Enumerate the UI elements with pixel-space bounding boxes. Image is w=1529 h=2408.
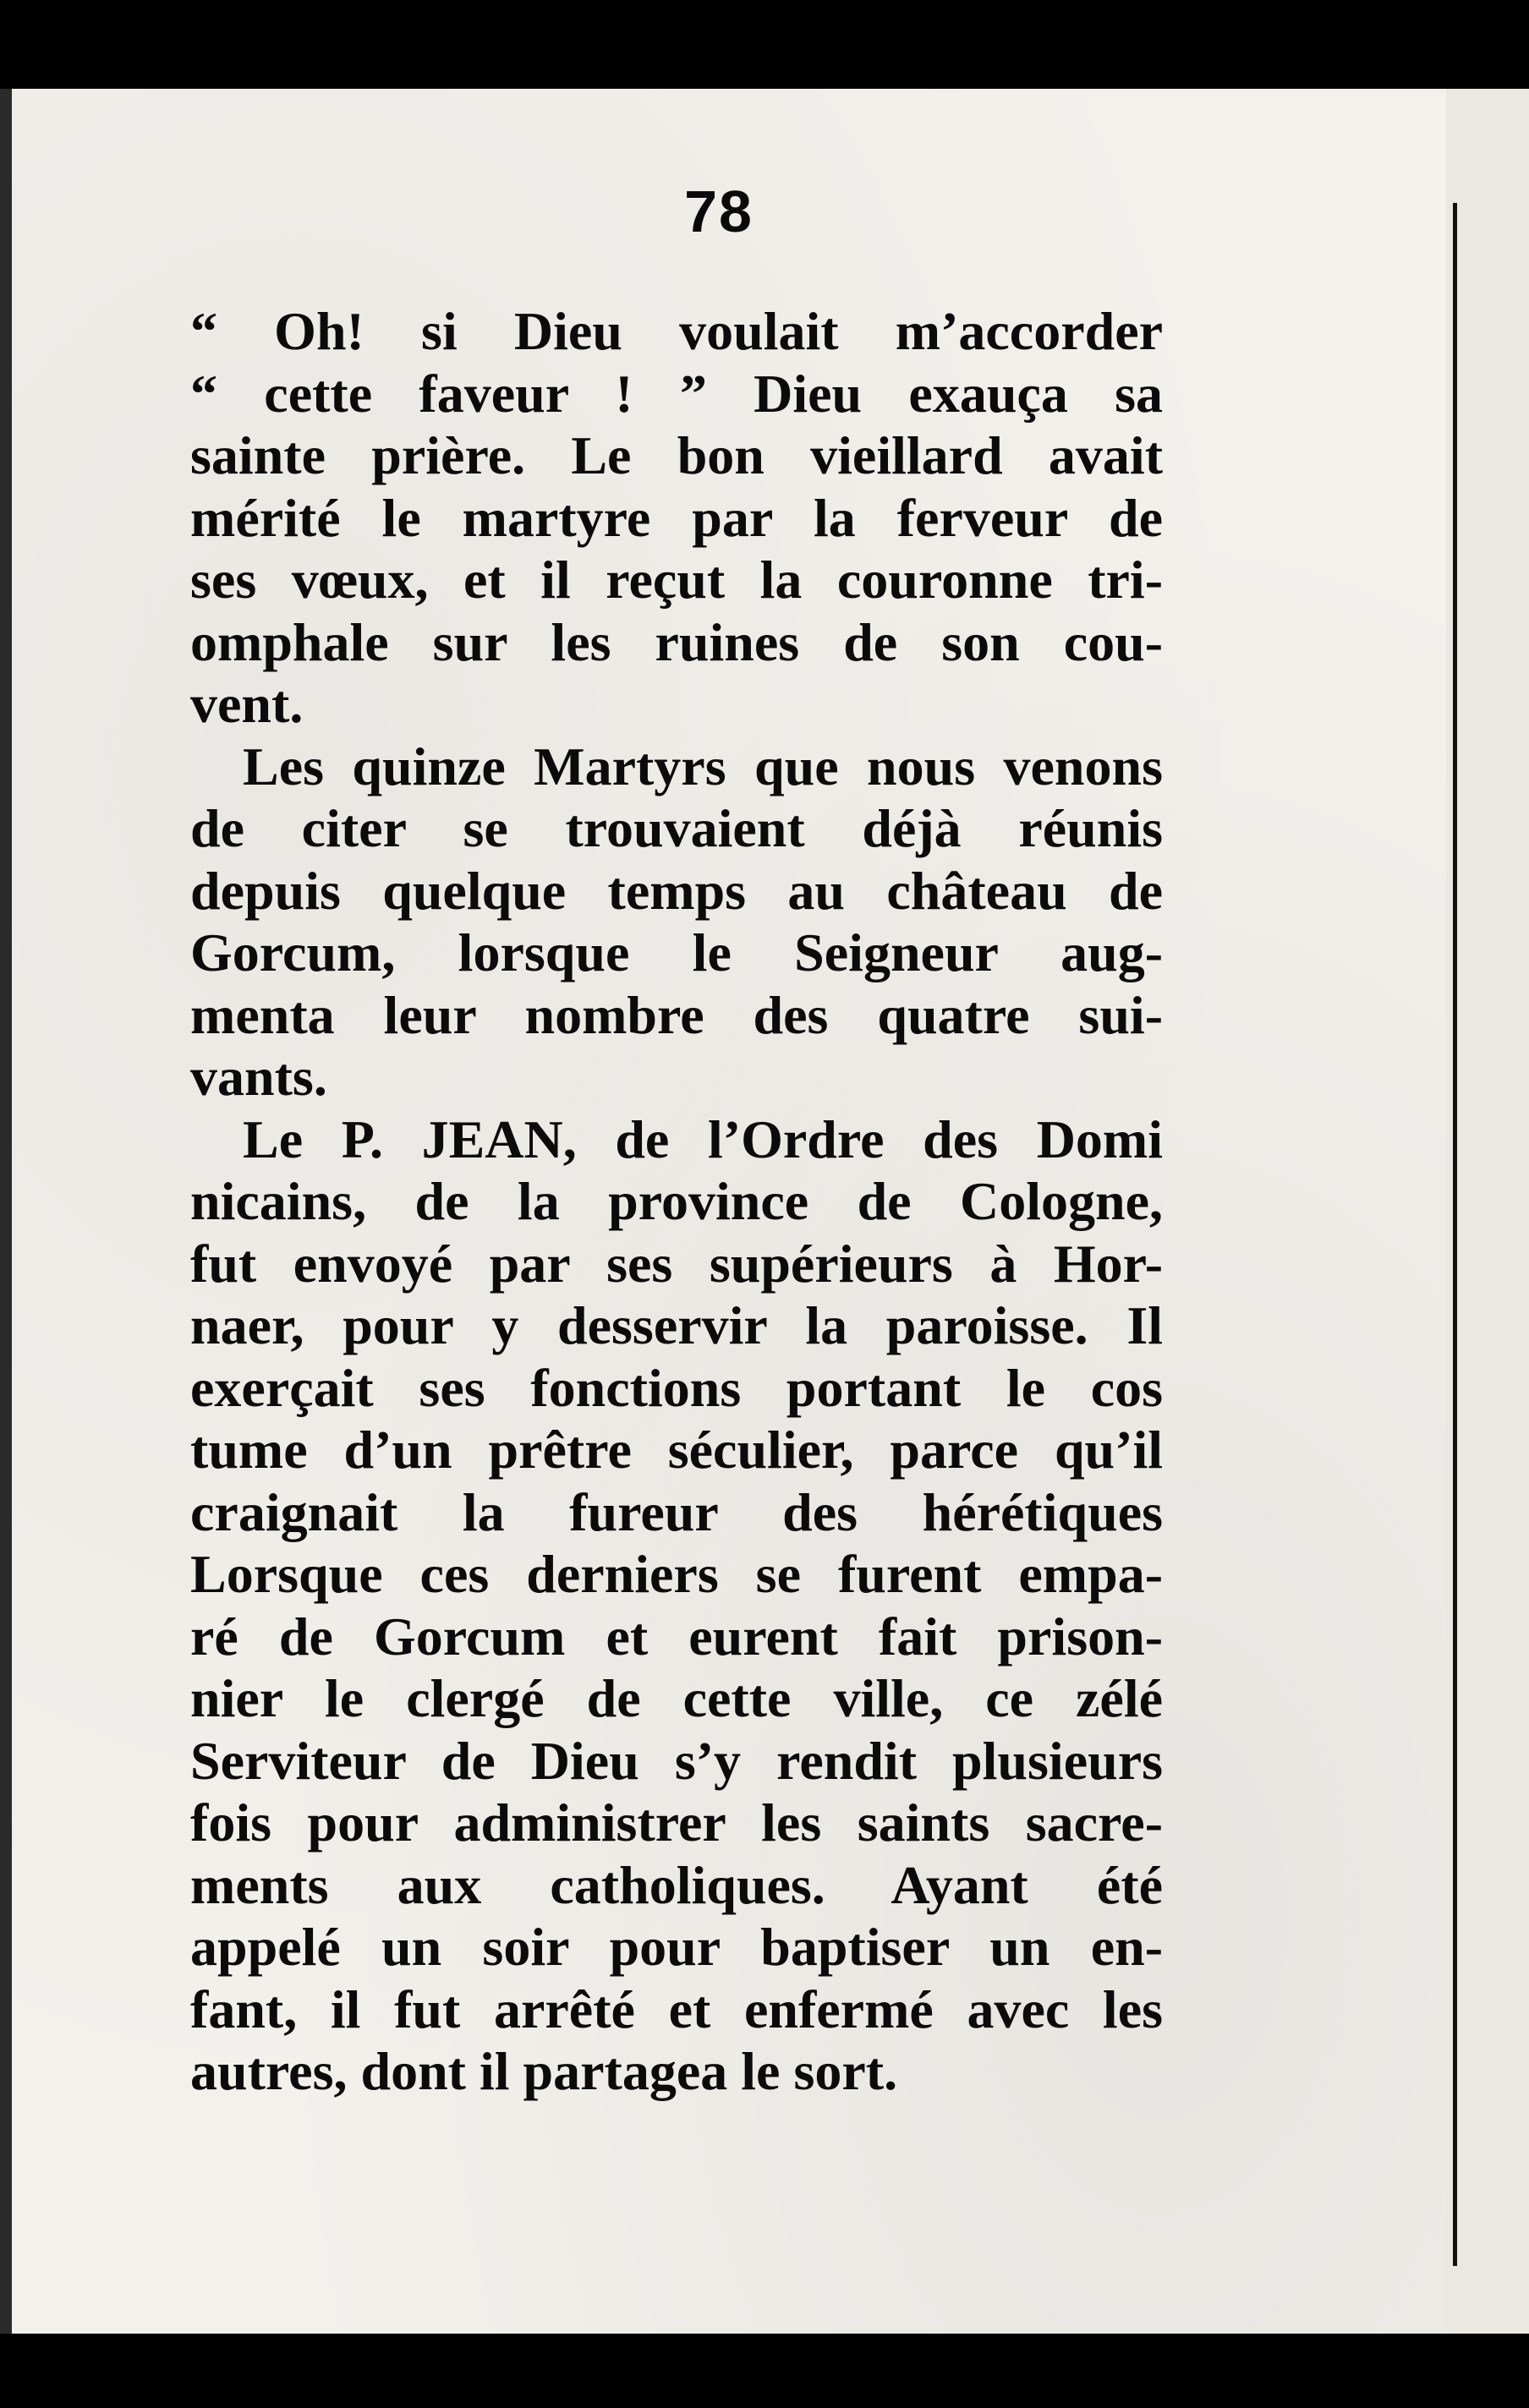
scan-border-bottom <box>0 2334 1529 2408</box>
text-line: ments aux catholiques. Ayant été <box>190 1854 1163 1915</box>
text-line: menta leur nombre des quatre sui- <box>190 984 1163 1045</box>
paragraph-1 <box>190 300 1163 736</box>
binding-line <box>1453 203 1457 2266</box>
text-line: sainte prière. Le bon vieillard avait <box>190 425 1163 485</box>
text-line: Serviteur de Dieu s’y rendit plusieurs <box>190 1730 1163 1791</box>
scan-border-top <box>0 0 1529 93</box>
text-line: exerçait ses fonctions portant le cos <box>190 1357 1163 1418</box>
text-line: craignait la fureur des hérétiques <box>190 1481 1163 1542</box>
text-line: naer, pour y desservir la paroisse. Il <box>190 1295 1163 1355</box>
paragraph-2 <box>190 736 1163 1108</box>
text-line: ses vœux, et il reçut la couronne tri- <box>190 550 1163 610</box>
text-line: nier le clergé de cette ville, ce zélé <box>190 1668 1163 1728</box>
text-line: Gorcum, lorsque le Seigneur aug- <box>190 922 1163 982</box>
body-text <box>190 300 1163 2103</box>
text-line: autres, dont il partagea le sort. <box>190 2041 898 2101</box>
text-line: ré de Gorcum et eurent fait prison- <box>190 1606 1163 1666</box>
paragraph-3 <box>190 1108 1163 2103</box>
text-line: de citer se trouvaient déjà réunis <box>190 798 1163 858</box>
text-line: “ Oh! si Dieu voulait m’accorder <box>190 301 1163 361</box>
text-line: fut envoyé par ses supérieurs à Hor- <box>190 1233 1163 1294</box>
text-line: vent. <box>190 674 304 734</box>
text-line: appelé un soir pour baptiser un en- <box>190 1917 1163 1977</box>
text-line: Lorsque ces derniers se furent empa- <box>190 1544 1163 1604</box>
text-line: mérité le martyre par la ferveur de <box>190 487 1163 548</box>
text-line: fant, il fut arrêté et enfermé avec les <box>190 1978 1163 2039</box>
text-line: fois pour administrer les saints sacre- <box>190 1792 1163 1853</box>
adjacent-page-edge <box>1446 89 1529 2372</box>
text-line: nicains, de la province de Cologne, <box>190 1171 1163 1231</box>
page-left-edge <box>0 89 12 2372</box>
page-number: 78 <box>684 178 754 244</box>
text-line: “ cette faveur ! ” Dieu exauça sa <box>190 363 1163 424</box>
text-line: vants. <box>190 1047 327 1107</box>
text-line: Les quinze Martyrs que nous venons <box>243 736 1163 796</box>
text-line: tume d’un prêtre séculier, parce qu’il <box>190 1420 1163 1480</box>
text-line: depuis quelque temps au château de <box>190 860 1163 921</box>
text-line: Le P. JEAN, de l’Ordre des Domi <box>243 1108 1163 1169</box>
text-line: omphale sur les ruines de son cou- <box>190 611 1163 672</box>
